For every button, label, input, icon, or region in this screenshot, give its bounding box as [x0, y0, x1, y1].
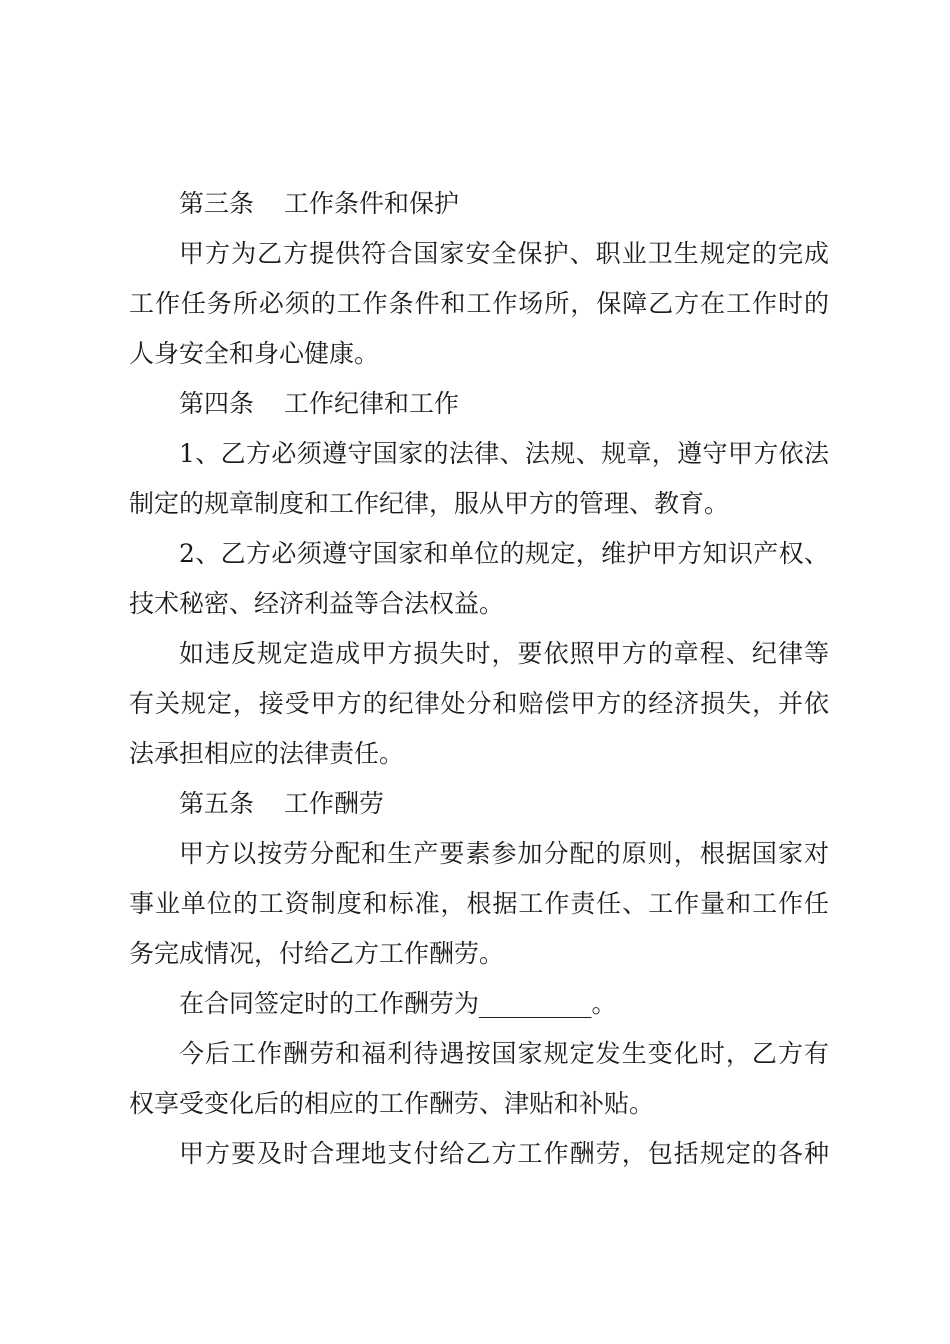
paragraph-line: 工作任务所必须的工作条件和工作场所，保障乙方在工作时的 [129, 289, 829, 318]
paragraph-line: 甲方要及时合理地支付给乙方工作酬劳，包括规定的各种 [179, 1139, 829, 1168]
article-3-heading [179, 187, 829, 221]
paragraph-line: 1、乙方必须遵守国家的法律、法规、规章，遵守甲方依法 [179, 439, 829, 468]
article-number: 第五条 [179, 789, 255, 818]
article-number: 第四条 [179, 389, 255, 418]
paragraph-line: 有关规定，接受甲方的纪律处分和赔偿甲方的经济损失，并依 [129, 689, 829, 718]
paragraph-line: 制定的规章制度和工作纪律，服从甲方的管理、教育。 [129, 489, 730, 518]
salary-blank-line: 在合同签定时的工作酬劳为_________。 [179, 989, 617, 1018]
paragraph-line: 事业单位的工资制度和标准，根据工作责任、工作量和工作任 [129, 889, 829, 918]
paragraph-line: 2、乙方必须遵守国家和单位的规定，维护甲方知识产权、 [179, 539, 829, 568]
article-number: 第三条 [179, 189, 255, 218]
paragraph-line: 甲方为乙方提供符合国家安全保护、职业卫生规定的完成 [179, 239, 829, 268]
article-5-heading [179, 787, 829, 821]
paragraph-line: 甲方以按劳分配和生产要素参加分配的原则，根据国家对 [179, 839, 829, 868]
paragraph-line: 如违反规定造成甲方损失时，要依照甲方的章程、纪律等 [179, 639, 829, 668]
paragraph-line: 务完成情况，付给乙方工作酬劳。 [129, 939, 505, 968]
paragraph-line: 技术秘密、经济利益等合法权益。 [129, 589, 505, 618]
article-4-heading [179, 387, 829, 421]
paragraph-line: 法承担相应的法律责任。 [129, 739, 405, 768]
paragraph-line: 权享受变化后的相应的工作酬劳、津贴和补贴。 [129, 1089, 655, 1118]
paragraph-line: 今后工作酬劳和福利待遇按国家规定发生变化时，乙方有 [179, 1039, 829, 1068]
article-title: 工作纪律和工作 [284, 389, 460, 418]
article-title: 工作条件和保护 [284, 189, 460, 218]
paragraph-line: 人身安全和身心健康。 [129, 339, 380, 368]
article-title: 工作酬劳 [284, 789, 385, 818]
